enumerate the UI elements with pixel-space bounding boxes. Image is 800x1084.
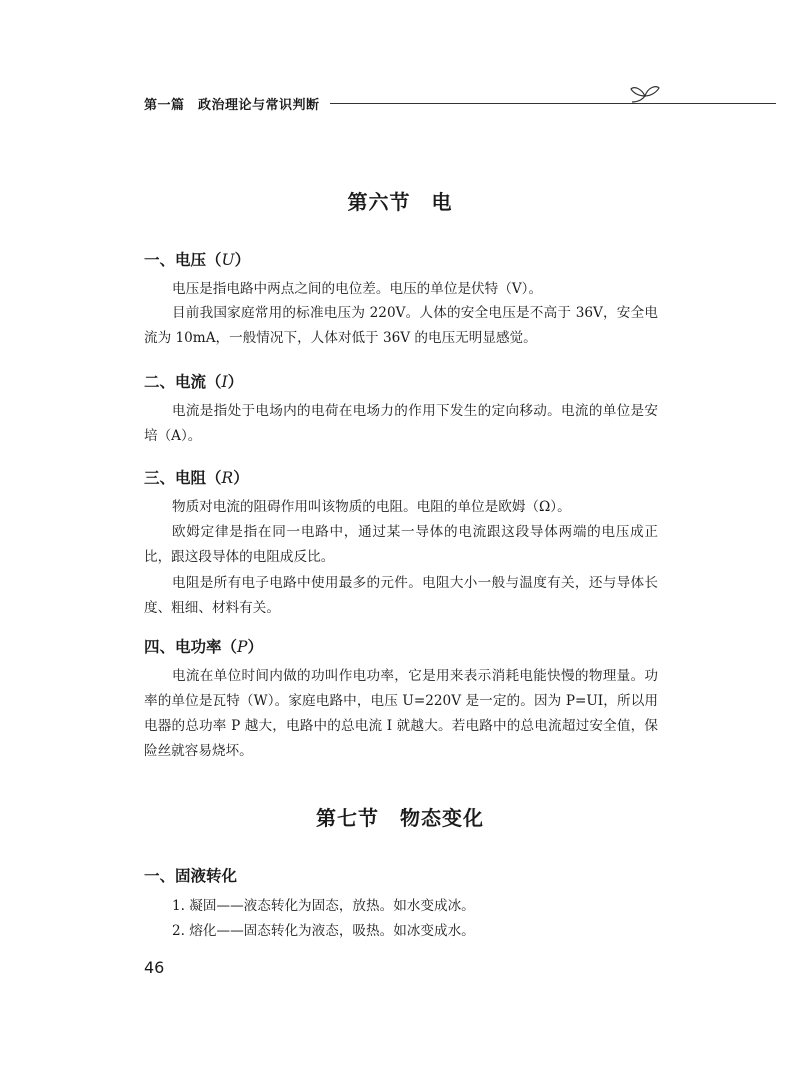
resistance-factors: 电阻是所有电子电路中使用最多的元件。电阻大小一般与温度有关，还与导体长度、粗细、材料有关。 — [144, 575, 658, 616]
power-definition: 电流在单位时间内做的功叫作电功率，它是用来表示消耗电能快慢的物理量。功率的单位是瓦特（W）。家庭电路中，电压 U=220V 是一定的。因为 P=UI，所以用电器的总功率 P 越大，电路中的总电流 I 就越大。若电路中的总电流超过安全值，保险丝就容易烧坏。 — [144, 668, 658, 759]
ohms-law: 欧姆定律是指在同一电路中，通过某一导体的电流跟这段导体两端的电压成正比，跟这段导体的电阻成反比。 — [144, 524, 658, 565]
sprout-icon — [628, 82, 662, 104]
resistance-definition: 物质对电流的阻碍作用叫该物质的电阻。电阻的单位是欧姆（Ω）。 — [172, 499, 571, 515]
page-number: 46 — [144, 958, 165, 977]
heading-power: 四、电功率（P） — [144, 638, 263, 656]
running-head-rule — [330, 103, 776, 104]
running-head — [144, 94, 664, 116]
heading-current: 二、电流（I） — [144, 373, 244, 391]
section-title-7: 第七节 物态变化 — [316, 806, 484, 830]
heading-voltage: 一、电压（U） — [144, 251, 251, 269]
voltage-safety: 目前我国家庭常用的标准电压为 220V。人体的安全电压是不高于 36V，安全电流为 10mA，一般情况下，人体对低于 36V 的电压无明显感觉。 — [144, 305, 658, 346]
list-item-melting: 2. 熔化——固态转化为液态，吸热。如冰变成水。 — [172, 923, 475, 939]
heading-solid-liquid: 一、固液转化 — [144, 867, 238, 885]
section-title-6: 第六节 电 — [347, 190, 453, 214]
voltage-definition: 电压是指电路中两点之间的电位差。电压的单位是伏特（V）。 — [172, 281, 543, 297]
current-definition: 电流是指处于电场内的电荷在电场力的作用下发生的定向移动。电流的单位是安培（A）。 — [144, 403, 658, 444]
heading-resistance: 三、电阻（R） — [144, 469, 249, 487]
list-item-solidification: 1. 凝固——液态转化为固态，放热。如水变成冰。 — [172, 898, 475, 914]
running-head-title: 第一篇 政治理论与常识判断 — [144, 98, 320, 113]
